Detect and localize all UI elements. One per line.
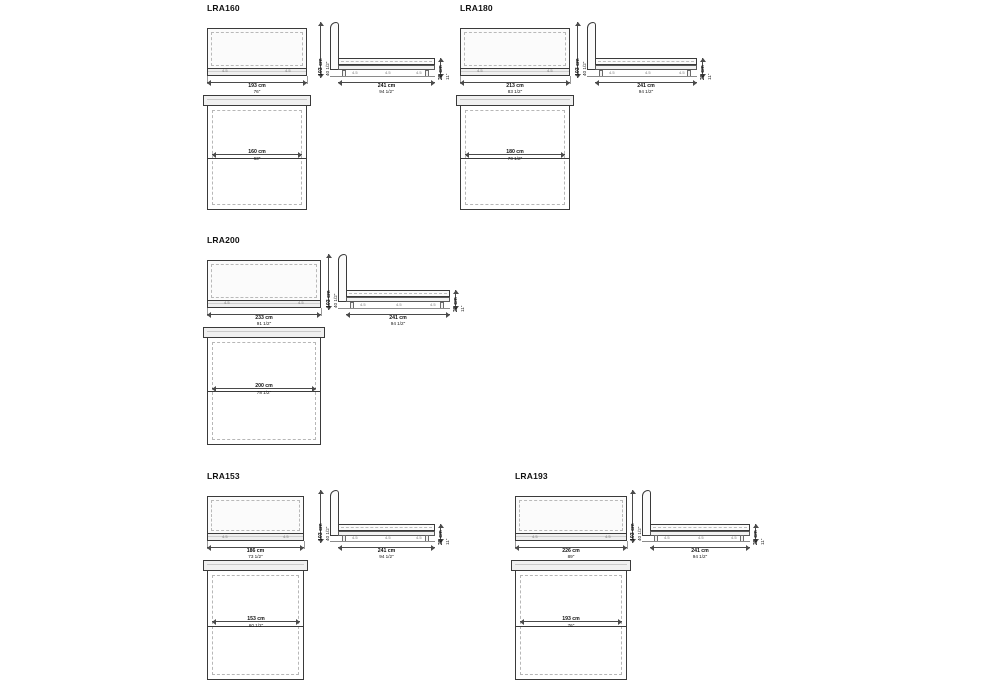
side-length-value: 241 cm [377,83,396,89]
side-elevation-lra193 [642,490,750,549]
segment-label: 4.5 [385,70,391,75]
front-width-value: 213 cm [506,83,524,89]
side-length-value: 241 cm [691,548,709,554]
model-label-lra160: LRA160 [207,3,240,13]
plan-mattress-value: 180 cm [506,149,524,155]
segment-label: 4.5 [698,535,704,540]
height-value-inch: 40 1/2" [325,526,330,541]
seat-height-value-inch: 11" [760,538,765,545]
mattress-profile [650,524,750,531]
segment-label: 4.5 [224,300,230,305]
seat-height-value-inch: 11" [445,538,450,545]
segment-label: 4.5 [416,535,422,540]
plan-mattress-value: 193 cm [562,616,580,622]
plan-mattress-value-inch: 63" [253,156,261,161]
floor-line [338,308,450,309]
plan-mattress-value: 160 cm [248,149,266,155]
height-value-inch: 40 1/2" [325,61,330,76]
segment-label: 4.5 [430,302,436,307]
seat-height-value-inch: 11" [445,73,450,80]
front-width-value: 233 cm [255,315,273,321]
seat-height-value: 28 cm [753,530,759,545]
segment-label: 4.5 [222,534,228,539]
side-length-value-inch: 94 1/2" [379,89,394,94]
ext-line [627,541,628,549]
side-length-value-inch: 94 1/2" [379,554,394,559]
segment-label: 4.5 [285,68,291,73]
segment-label: 4.5 [396,302,402,307]
drawing-group-lra193 [310,468,780,700]
plan-mattress-value: 153 cm [247,616,265,622]
plan-mattress-value-inch: 60 1/2" [248,623,264,628]
seat-height-value-inch: 11" [707,73,712,80]
segment-label: 4.5 [416,70,422,75]
front-width-value: 193 cm [248,83,266,89]
segment-label: 4.5 [532,534,538,539]
segment-label: 4.5 [352,535,358,540]
segment-label: 4.5 [283,534,289,539]
height-value: 103 cm [318,523,324,541]
mattress-profile [595,58,697,65]
plan-mattress-value: 200 cm [255,383,273,389]
segment-label: 4.5 [664,535,670,540]
front-width-value-inch: 91 1/2" [256,321,272,326]
plan-mattress-value-inch: 70 1/2" [507,156,523,161]
segment-label: 4.5 [605,534,611,539]
segment-label: 4.5 [360,302,366,307]
mattress-profile [346,290,450,297]
segment-label: 4.5 [298,300,304,305]
front-width-value-inch: 73 1/2" [248,554,263,559]
side-length-value-inch: 94 1/2" [390,321,406,326]
height-value: 103 cm [630,523,636,541]
side-length-value: 241 cm [377,548,396,554]
front-width-value-inch: 83 1/2" [507,89,523,94]
segment-label: 4.5 [547,68,553,73]
seat-height-value-inch: 11" [460,305,465,312]
segment-label: 4.5 [645,70,651,75]
segment-label: 4.5 [352,70,358,75]
headboard-padding [211,500,300,531]
model-label-lra153: LRA153 [207,471,240,481]
headboard-padding [464,32,566,66]
segment-label: 4.5 [222,68,228,73]
side-length-value: 241 cm [389,315,407,321]
headboard-padding [519,500,623,531]
height-value: 103 cm [575,58,581,76]
plan-mattress-value-inch: 76" [567,623,575,628]
headboard-padding [211,264,317,298]
model-label-lra180: LRA180 [460,3,493,13]
model-label-lra200: LRA200 [207,235,240,245]
height-value: 103 cm [326,290,332,308]
segment-label: 4.5 [477,68,483,73]
ext-line [321,308,322,316]
segment-label: 4.5 [731,535,737,540]
seat-height-value: 28 cm [438,65,444,80]
side-length-value: 241 cm [637,83,655,89]
floor-line [587,76,697,77]
side-length-value-inch: 94 1/2" [692,554,708,559]
height-value-inch: 40 1/2" [582,61,587,76]
front-width-value-inch: 89" [567,554,575,559]
plan-mattress-value-inch: 78 1/2" [256,390,272,395]
model-label-lra193: LRA193 [515,471,548,481]
front-width-value: 186 cm [246,548,265,554]
height-value-inch: 40 1/2" [637,526,642,541]
seat-height-value: 28 cm [438,530,444,545]
height-value: 103 cm [318,58,324,76]
segment-label: 4.5 [385,535,391,540]
floor-line [642,541,750,542]
segment-label: 4.5 [679,70,685,75]
seat-height-value: 28 cm [453,297,459,312]
seat-height-value: 28 cm [700,65,706,80]
ext-line [570,76,571,84]
drawing-group-lra200 [0,232,480,457]
front-width-value: 226 cm [562,548,580,554]
front-width-value-inch: 76" [253,89,261,94]
height-value-inch: 40 1/2" [333,293,338,308]
segment-label: 4.5 [609,70,615,75]
ext-line [304,541,305,549]
drawing-group-lra180 [255,0,725,225]
side-length-value-inch: 94 1/2" [638,89,654,94]
